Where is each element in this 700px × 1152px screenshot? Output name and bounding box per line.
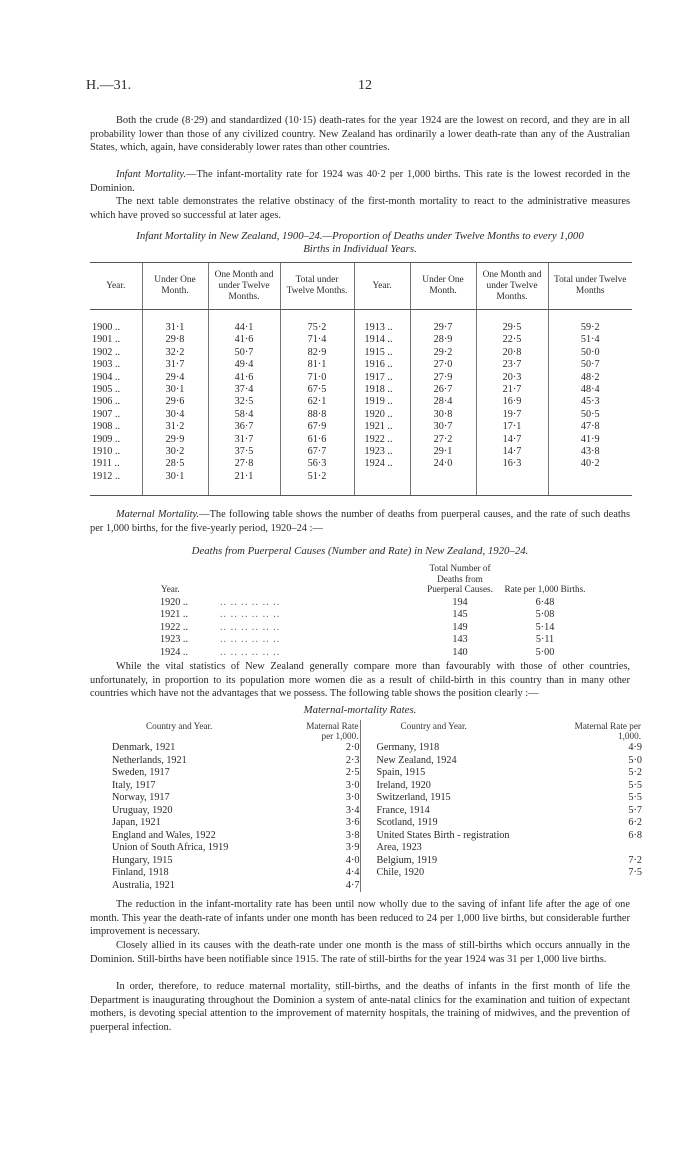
table-cell: 30·4 (142, 409, 208, 421)
col-header: Country and Year. (360, 720, 556, 742)
table-cell: 30·2 (142, 446, 208, 458)
table-cell: 31·7 (142, 359, 208, 371)
country-cell: New Zealand, 1924 (360, 755, 556, 768)
table-cell: 16·9 (476, 396, 548, 408)
table-cell: 17·1 (476, 421, 548, 433)
country-cell: Australia, 1921 (112, 879, 175, 891)
table-cell: 22·5 (476, 334, 548, 346)
table-row (112, 880, 642, 893)
table-cell: 20·8 (476, 347, 548, 359)
leader-dots: .. .. .. .. .. .. (220, 646, 281, 658)
year-cell: 1920 .. (160, 596, 189, 608)
table-cell: 1907 .. (92, 408, 121, 420)
table-row (90, 421, 632, 433)
table-header-row (112, 720, 642, 742)
rate-cell: 5·11 (535, 634, 555, 645)
paragraph-department-measures: In order, therefore, to reduce maternal mortality, still-births, and the deaths of infants in the first month of life the Department is inaugurating throughout the Dominion a system of ante-natal clinics for the examination and tuition of expectant mothers, is devoting special attention to the improvement of maternity hospitals, the training of midwives, and the prevention of puerperal infection. (90, 981, 630, 1033)
country-cell: United States Birth - registration (360, 830, 556, 843)
table-row (90, 409, 632, 421)
table-cell: 23·7 (476, 359, 548, 371)
col-header: One Month and under Twelve Months. (476, 263, 548, 310)
table-cell: 1900 .. (92, 322, 121, 333)
table-row (160, 647, 590, 660)
country-cell: Ireland, 1920 (360, 780, 556, 793)
table-cell: 1912 .. (92, 470, 121, 482)
table-cell: 29·7 (410, 322, 476, 334)
table-cell: 56·3 (280, 458, 354, 470)
table-cell: 1901 .. (92, 334, 121, 346)
rate-cell: 3·9 (345, 842, 360, 854)
table-cell: 29·4 (142, 372, 208, 384)
year-cell: 1923 .. (160, 634, 189, 645)
table-cell: 1917 .. (354, 372, 410, 384)
table-cell: 29·1 (410, 446, 476, 458)
table-cell: 50·7 (208, 347, 280, 359)
deaths-cell: 140 (452, 646, 468, 658)
table-cell: 67·5 (280, 384, 354, 396)
country-cell: Switzerland, 1915 (360, 792, 556, 805)
col-header: Year. (354, 263, 410, 310)
deaths-cell: 143 (452, 634, 468, 645)
rate-cell: 2·0 (345, 742, 360, 754)
paragraph-death-rates: Both the crude (8·29) and standardized (10·15) death-rates for the year 1924 are the lowest on record, and they are in all probability lower than those of any civilized country. New Zealand has ordinarily a lower death-rate than any of the Australian States, which, again, have considerably lower rates than other countries. (90, 115, 630, 154)
table-row (112, 817, 642, 830)
table-cell: 32·2 (142, 347, 208, 359)
year-cell: 1922 .. (160, 621, 189, 633)
col-header: Year. (90, 263, 142, 310)
table-cell: 75·2 (280, 322, 354, 334)
table-cell: 1913 .. (354, 322, 410, 334)
table-cell: 59·2 (548, 322, 632, 334)
table-row (90, 334, 632, 346)
table-cell: 1924 .. (354, 458, 410, 470)
table-cell: 1920 .. (354, 409, 410, 421)
infant-mortality-heading: Infant Mortality. (116, 169, 187, 180)
country-cell: England and Wales, 1922 (112, 829, 216, 841)
table-cell: 1902 .. (92, 346, 121, 358)
country-cell: Chile, 1920 (360, 867, 556, 880)
country-cell: Spain, 1915 (360, 767, 556, 780)
table-row (160, 609, 590, 622)
country-cell (360, 880, 556, 893)
rate-cell: 6·2 (628, 817, 642, 829)
country-cell: Japan, 1921 (112, 817, 161, 829)
leader-dots: .. .. .. .. .. .. (220, 634, 281, 645)
year-cell: 1924 .. (160, 646, 189, 658)
country-cell: Uruguay, 1920 (112, 804, 173, 816)
table-cell: 1909 .. (92, 433, 121, 445)
table-cell: 20·3 (476, 372, 548, 384)
table-row (160, 597, 590, 610)
table-cell: 50·0 (548, 347, 632, 359)
table-row (112, 780, 642, 793)
table-cell: 1910 .. (92, 446, 121, 458)
table-row (90, 322, 632, 334)
table-cell: 16·3 (476, 458, 548, 470)
table-cell: 1919 .. (354, 396, 410, 408)
col-header: Under One Month. (142, 263, 208, 310)
rate-cell: 5·5 (628, 779, 642, 791)
rate-cell: 5·5 (628, 792, 642, 804)
table-cell: 31·7 (208, 434, 280, 446)
country-cell: Norway, 1917 (112, 792, 170, 804)
table-cell: 48·2 (548, 372, 632, 384)
table-cell: 29·9 (142, 434, 208, 446)
rate-cell: 3·0 (345, 792, 360, 804)
rate-cell: 3·8 (345, 829, 360, 841)
table-cell: 43·8 (548, 446, 632, 458)
rate-cell: 6·8 (628, 829, 642, 841)
table-cell: 50·7 (548, 359, 632, 371)
table-cell: 41·6 (208, 334, 280, 346)
table-row (90, 396, 632, 408)
table-cell (548, 471, 632, 483)
table-cell: 32·5 (208, 396, 280, 408)
table-cell: 71·4 (280, 334, 354, 346)
rate-cell: 4·0 (345, 854, 360, 866)
rate-cell: 3·4 (345, 804, 360, 816)
rate-cell: 6·48 (535, 596, 555, 608)
year-cell: 1921 .. (160, 609, 189, 620)
table-row (112, 805, 642, 818)
infant-mortality-table (90, 262, 632, 496)
table-cell: 1911 .. (92, 458, 120, 470)
table-cell: 21·1 (208, 471, 280, 483)
table-cell: 48·4 (548, 384, 632, 396)
leader-dots: .. .. .. .. .. .. (220, 609, 281, 620)
table-row (112, 855, 642, 868)
country-cell: Sweden, 1917 (112, 767, 170, 779)
table-cell: 1906 .. (92, 396, 121, 408)
rate-cell: 7·5 (628, 867, 642, 879)
table-cell: 41·6 (208, 372, 280, 384)
table-row (112, 767, 642, 780)
rate-cell: 4·9 (628, 742, 642, 754)
table-cell: 62·1 (280, 396, 354, 408)
table-cell: 31·2 (142, 421, 208, 433)
table-cell: 27·9 (410, 372, 476, 384)
table-cell: 40·2 (548, 458, 632, 470)
rate-cell: 5·2 (628, 767, 642, 779)
table-cell: 41·9 (548, 434, 632, 446)
table-cell: 58·4 (208, 409, 280, 421)
table-cell: 49·4 (208, 359, 280, 371)
table-cell: 1914 .. (354, 334, 410, 346)
maternal-mortality-text: —The following table shows the number of deaths from puerperal causes, and the rate of such deaths per 1,000 births, for the five-yearly period, 1920–24 :— (90, 509, 631, 534)
leader-dots: .. .. .. .. .. .. (220, 596, 281, 608)
table-cell: 1908 .. (92, 421, 121, 433)
table-cell: 36·7 (208, 421, 280, 433)
table-row (160, 634, 590, 647)
col-header: Maternal Rate per 1,000. (574, 721, 641, 742)
table-cell (410, 471, 476, 483)
table-cell: 31·1 (142, 322, 208, 334)
table-cell: 1922 .. (354, 434, 410, 446)
country-cell: Union of South Africa, 1919 (112, 842, 229, 854)
table-cell: 21·7 (476, 384, 548, 396)
table-row (90, 372, 632, 384)
puerperal-table-caption: Deaths from Puerperal Causes (Number and Rate) in New Zealand, 1920–24. (191, 545, 529, 557)
rate-cell: 5·14 (535, 621, 555, 633)
country-cell: Germany, 1918 (360, 742, 556, 755)
paragraph-vital-statistics: While the vital statistics of New Zealand generally compare more than favourably with those of other countries, unfortunately, in proportion to its population more women die as a result of child-birth in this country than in many other countries which have not the advantages that we possess. The following table shows the position clearly :— (90, 661, 630, 700)
page-number: 12 (358, 78, 372, 93)
table-header-row (90, 263, 632, 310)
table-cell: 29·2 (410, 347, 476, 359)
infant-table-caption (90, 230, 630, 257)
table-header-row (160, 562, 590, 597)
table-cell: 1904 .. (92, 371, 121, 383)
table-row (112, 755, 642, 768)
table-cell: 37·5 (208, 446, 280, 458)
table-cell: 51·4 (548, 334, 632, 346)
table-row (112, 792, 642, 805)
table-row (90, 347, 632, 359)
table-cell: 1923 .. (354, 446, 410, 458)
table-cell: 29·6 (142, 396, 208, 408)
paragraph-infant-reduction: The reduction in the infant-mortality rate has been until now wholly due to the saving of infant life after the age of one month. This year the death-rate of infants under one month has been reduced to 24 per 1,000 live births, but considerable further improvement is necessary. (90, 899, 630, 938)
table-cell: 30·8 (410, 409, 476, 421)
country-cell: Hungary, 1915 (112, 854, 173, 866)
rate-cell: 5·00 (535, 646, 555, 658)
table-cell: 82·9 (280, 347, 354, 359)
leader-dots: .. .. .. .. .. .. (220, 621, 281, 633)
table-cell: 28·5 (142, 458, 208, 470)
table-cell: 50·5 (548, 409, 632, 421)
table-cell: 1903 .. (92, 359, 121, 371)
table-cell: 1918 .. (354, 384, 410, 396)
rate-cell: 5·7 (628, 804, 642, 816)
table-cell: 26·7 (410, 384, 476, 396)
table-cell: 67·7 (280, 446, 354, 458)
rate-cell: 5·08 (535, 609, 555, 620)
country-cell: Netherlands, 1921 (112, 754, 187, 766)
table-cell: 81·1 (280, 359, 354, 371)
table-row (90, 446, 632, 458)
paragraph-first-month: The next table demonstrates the relative obstinacy of the first-month mortality to react to the administrative measures which have proved so successful at later ages. (90, 196, 630, 221)
table-cell: 37·4 (208, 384, 280, 396)
col-header: Year. (161, 584, 180, 594)
table-cell: 71·0 (280, 372, 354, 384)
table-cell: 27·2 (410, 434, 476, 446)
table-cell: 51·2 (280, 471, 354, 483)
paragraph-maternal-mortality (90, 508, 630, 535)
table-cell: 24·0 (410, 458, 476, 470)
country-cell: Denmark, 1921 (112, 742, 176, 754)
table-row (90, 434, 632, 446)
table-cell: 30·7 (410, 421, 476, 433)
infant-caption-line2: Births in Individual Years. (303, 243, 417, 256)
rate-cell: 2·3 (345, 754, 360, 766)
table-cell: 1921 .. (354, 421, 410, 433)
deaths-cell: 145 (452, 609, 468, 620)
country-cell: Italy, 1917 (112, 779, 156, 791)
table-cell: 29·8 (142, 334, 208, 346)
col-header: Under One Month. (410, 263, 476, 310)
table-row (112, 742, 642, 755)
rate-cell: 2·5 (345, 767, 360, 779)
country-cell: Scotland, 1919 (360, 817, 556, 830)
rate-cell: 3·0 (345, 779, 360, 791)
table-cell: 1916 .. (354, 359, 410, 371)
table-cell: 14·7 (476, 446, 548, 458)
series-reference: H.—31. (86, 78, 132, 93)
col-header: One Month and under Twelve Months. (208, 263, 280, 310)
rate-cell: 3·6 (345, 817, 360, 829)
rate-cell (556, 842, 642, 855)
rate-cell: 5·0 (628, 754, 642, 766)
table-cell: 67·9 (280, 421, 354, 433)
rate-cell: 4·4 (345, 867, 360, 879)
table-cell: 28·4 (410, 396, 476, 408)
table-cell (354, 471, 410, 483)
table-cell (476, 471, 548, 483)
col-header: Country and Year. (146, 721, 213, 731)
table-cell: 44·1 (208, 322, 280, 334)
maternal-table-caption: Maternal-mortality Rates. (303, 704, 417, 716)
table-cell: 28·9 (410, 334, 476, 346)
rate-cell: 7·2 (628, 854, 642, 866)
col-header: Rate per 1,000 Births. (504, 584, 586, 594)
country-cell: Area, 1923 (360, 842, 556, 855)
deaths-cell: 194 (452, 596, 468, 608)
table-cell: 1905 .. (92, 384, 121, 396)
paragraph-still-births: Closely allied in its causes with the death-rate under one month is the mass of still-births which occurs annually in the Dominion. Still-births have been notifiable since 1915. The rate of still-births for the year 1924 was 31 per 1,000 live births. (90, 940, 630, 965)
table-row (160, 622, 590, 635)
table-cell: 30·1 (142, 471, 208, 483)
table-cell: 27·0 (410, 359, 476, 371)
table-row (112, 842, 642, 855)
col-header: Total under Twelve Months (548, 263, 632, 310)
table-cell: 88·8 (280, 409, 354, 421)
table-cell: 45·3 (548, 396, 632, 408)
table-cell: 27·8 (208, 458, 280, 470)
table-cell: 29·5 (476, 322, 548, 334)
puerperal-deaths-table (160, 562, 590, 659)
table-cell: 30·1 (142, 384, 208, 396)
maternal-mortality-heading: Maternal Mortality. (116, 509, 200, 520)
infant-caption-line1: Infant Mortality in New Zealand, 1900–24.—Proportion of Deaths under Twelve Months to every 1,000 (136, 230, 584, 242)
deaths-cell: 149 (452, 621, 468, 633)
table-row (90, 471, 632, 483)
rate-cell (556, 880, 642, 893)
maternal-mortality-table (112, 720, 642, 892)
col-header: Total Number of Deaths from Puerperal Causes. (427, 563, 493, 594)
rate-cell: 4·7 (345, 879, 360, 891)
country-cell: France, 1914 (360, 805, 556, 818)
table-cell: 61·6 (280, 434, 354, 446)
table-row (112, 830, 642, 843)
table-cell: 14·7 (476, 434, 548, 446)
country-cell: Belgium, 1919 (360, 855, 556, 868)
table-row (90, 384, 632, 396)
table-cell: 19·7 (476, 409, 548, 421)
col-header: Total under Twelve Months. (280, 263, 354, 310)
table-row (90, 458, 632, 470)
table-row (112, 867, 642, 880)
table-row (90, 359, 632, 371)
table-cell: 1915 .. (354, 347, 410, 359)
country-cell: Finland, 1918 (112, 867, 169, 879)
table-cell: 47·8 (548, 421, 632, 433)
paragraph-infant-mortality (90, 168, 630, 195)
col-header: Maternal Rate per 1,000. (306, 721, 359, 742)
infant-mortality-text: —The infant-mortality rate for 1924 was 40·2 per 1,000 births. This rate is the lowest recorded in the Dominion. (90, 169, 630, 194)
